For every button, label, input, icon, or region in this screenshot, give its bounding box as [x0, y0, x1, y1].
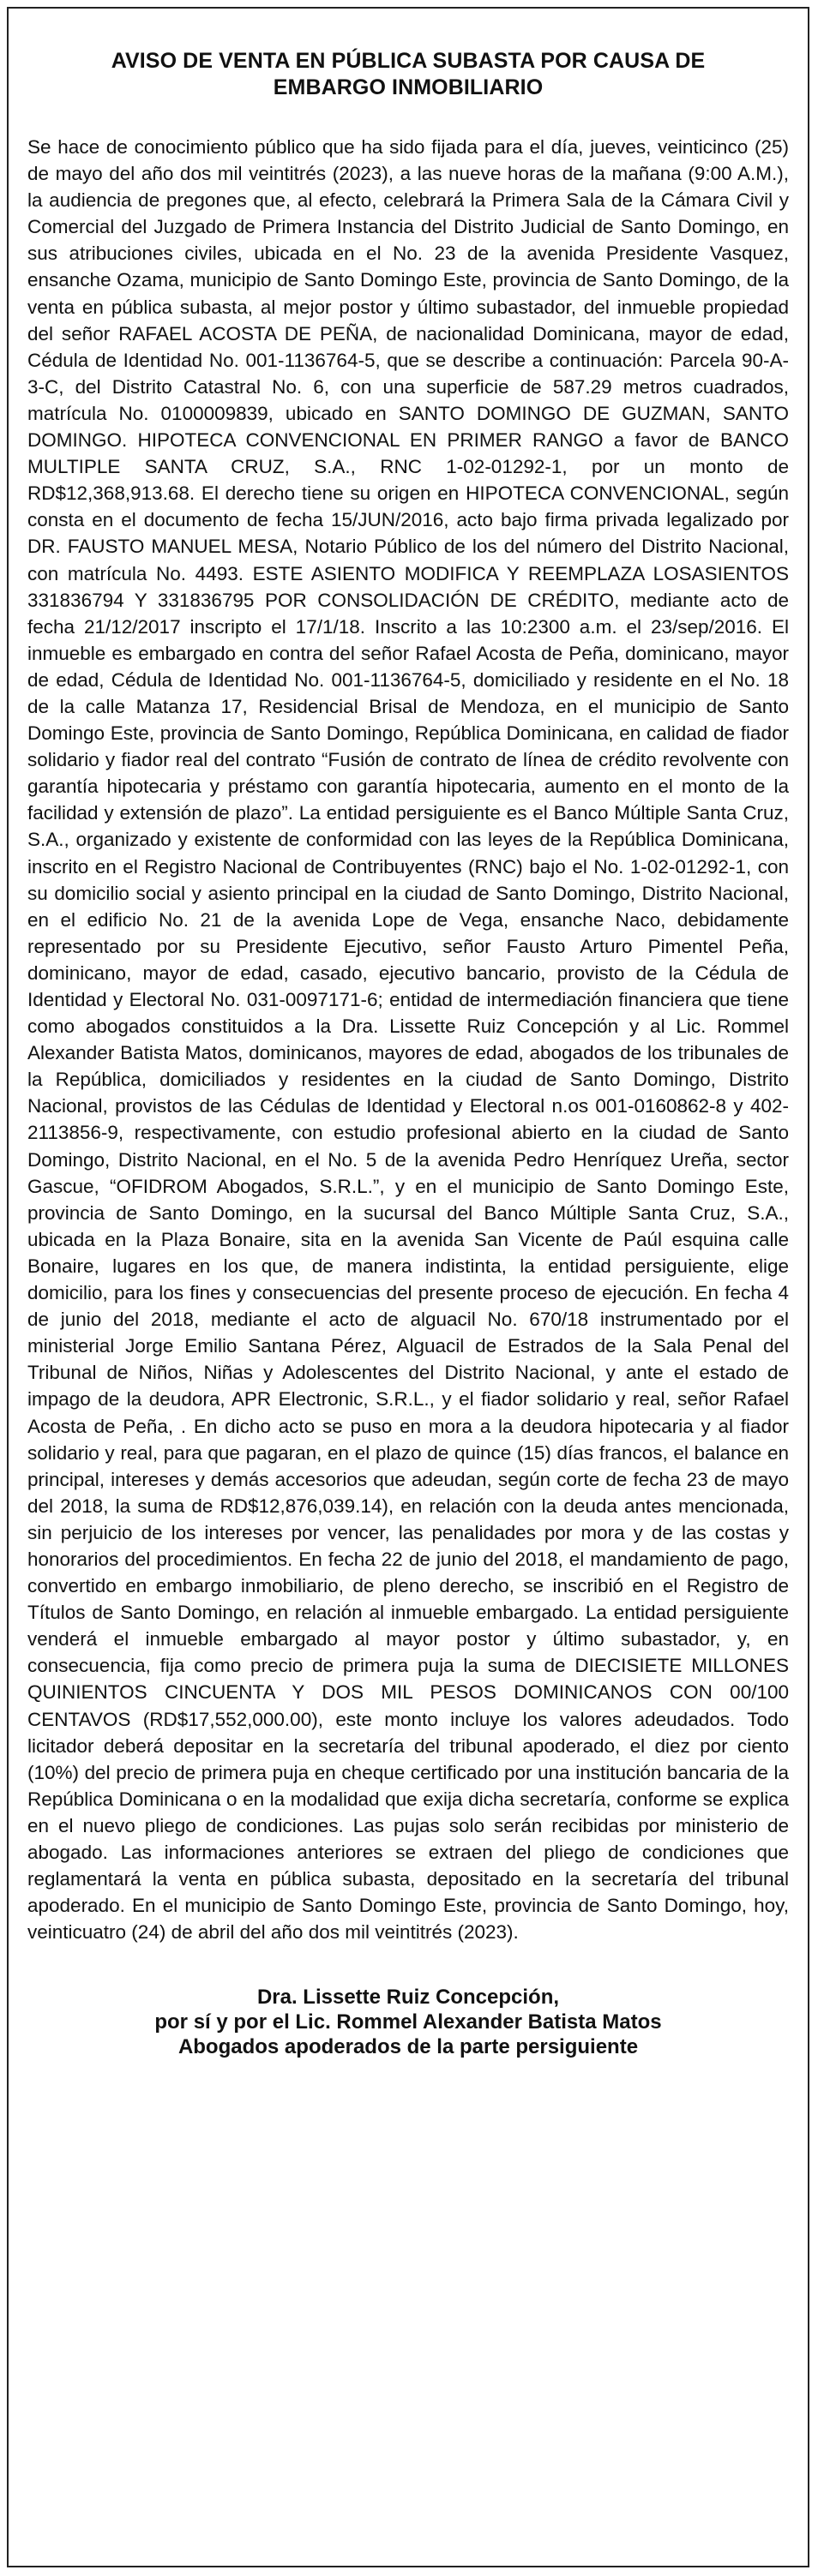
signature-line-2: por sí y por el Lic. Rommel Alexander Batista Matos: [154, 2010, 662, 2034]
legal-notice: [7, 7, 809, 2567]
notice-title-line-1: AVISO DE VENTA EN PÚBLICA SUBASTA POR CAUSA DE: [111, 49, 706, 73]
notice-body: Se hace de conocimiento público que ha sido fijada para el día, jueves, veinticinco (25) de mayo del año dos mil veintitrés (2023), a las nueve horas de la mañana (9:00 A.M.), la audiencia de pregones que, al efecto, celebrará la Primera Sala de la Cámara Civil y Comercial del Juzgado de Primera Instancia del Distrito Judicial de Santo Domingo, en sus atribuciones civiles, ubicada en el No. 23 de la avenida Presidente Vasquez, ensanche Ozama, municipio de Santo Domingo Este, provincia de Santo Domingo, de la venta en pública subasta, al mejor postor y último subastador, del inmueble propiedad del señor RAFAEL ACOSTA DE PEÑA, de nacionalidad Dominicana, mayor de edad, Cédula de Identidad No. 001-1136764-5, que se describe a continuación: Parcela 90-A-3-C, del Distrito Catastral No. 6, con una superficie de 587.29 metros cuadrados, matrícula No. 0100009839, ubicado en SANTO DOMINGO DE GUZMAN, SANTO DOMINGO. HIPOTECA CONVENCIONAL EN PRIMER RANGO a favor de BANCO MULTIPLE SANTA CRUZ, S.A., RNC 1-02-01292-1, por un monto de RD$12,368,913.68. El derecho tiene su origen en HIPOTECA CONVENCIONAL, según consta en el documento de fecha 15/JUN/2016, acto bajo firma privada legalizado por DR. FAUSTO MANUEL MESA, Notario Público de los del número del Distrito Nacional, con matrícula No. 4493. ESTE ASIENTO MODIFICA Y REEMPLAZA LOSASIENTOS 331836794 Y 331836795 POR CONSOLIDACIÓN DE CRÉDITO, mediante acto de fecha 21/12/2017 inscripto el 17/1/18. Inscrito a las 10:2300 a.m. el 23/sep/2016. El inmueble es embargado en contra del señor Rafael Acosta de Peña, dominicano, mayor de edad, Cédula de Identidad No. 001-1136764-5, domiciliado y residente en el No. 18 de la calle Matanza 17, Residencial Brisal de Mendoza, en el municipio de Santo Domingo Este, provincia de Santo Domingo, República Dominicana, en calidad de fiador solidario y fiador real del contrato “Fusión de contrato de línea de crédito revolvente con garantía hipotecaria y préstamo con garantía hipotecaria, aumento en el monto de la facilidad y extensión de plazo”. La entidad persiguiente es el Banco Múltiple Santa Cruz, S.A., organizado y existente de conformidad con las leyes de la República Dominicana, inscrito en el Registro Nacional de Contribuyentes (RNC) bajo el No. 1-02-01292-1, con su domicilio social y asiento principal en la ciudad de Santo Domingo, Distrito Nacional, en el edificio No. 21 de la avenida Lope de Vega, ensanche Naco, debidamente representado por su Presidente Ejecutivo, señor Fausto Arturo Pimentel Peña, dominicano, mayor de edad, casado, ejecutivo bancario, provisto de la Cédula de Identidad y Electoral No. 031-0097171-6; entidad de intermediación financiera que tiene como abogados constituidos a la Dra. Lissette Ruiz Concepción y al Lic. Rommel Alexander Batista Matos, dominicanos, mayores de edad, abogados de los tribunales de la República, domiciliados y residentes en la ciudad de Santo Domingo, Distrito Nacional, provistos de las Cédulas de Identidad y Electoral n.os 001-0160862-8 y 402-2113856-9, respectivamente, con estudio profesional abierto en la ciudad de Santo Domingo, Distrito Nacional, en el No. 5 de la avenida Pedro Henríquez Ureña, sector Gascue, “OFIDROM Abogados, S.R.L.”, y en el municipio de Santo Domingo Este, provincia de Santo Domingo, en la sucursal del Banco Múltiple Santa Cruz, S.A., ubicada en la Plaza Bonaire, sita en la avenida San Vicente de Paúl esquina calle Bonaire, lugares en los que, de manera indistinta, la entidad persiguiente, elige domicilio, para los fines y consecuencias del presente proceso de ejecución. En fecha 4 de junio del 2018, mediante el acto de alguacil No. 670/18 instrumentado por el ministerial Jorge Emilio Santana Pérez, Alguacil de Estrados de la Sala Penal del Tribunal de Niños, Niñas y Adolescentes del Distrito Nacional, y ante el estado de impago de la deudora, APR Electronic, S.R.L., y el fiador solidario y real, señor Rafael Acosta de Peña, . En dicho acto se puso en mora a la deudora hipotecaria y al fiador solidario y real, para que pagaran, en el plazo de quince (15) días francos, el balance en principal, intereses y demás accesorios que adeudan, según corte de fecha 23 de mayo del 2018, la suma de RD$12,876,039.14), en relación con la deuda antes mencionada, sin perjuicio de los intereses por vencer, las penalidades por mora y de las costas y honorarios del procedimientos. En fecha 22 de junio del 2018, el mandamiento de pago, convertido en embargo inmobiliario, de pleno derecho, se inscribió en el Registro de Títulos de Santo Domingo, en relación al inmueble embargado. La entidad persiguiente venderá el inmueble embargado al mayor postor y último subastador, y, en consecuencia, fija como precio de primera puja la suma de DIECISIETE MILLONES QUINIENTOS CINCUENTA Y DOS MIL PESOS DOMINICANOS CON 00/100 CENTAVOS (RD$17,552,000.00), este monto incluye los valores adeudados. Todo licitador deberá depositar en la secretaría del tribunal apoderado, el diez por ciento (10%) del precio de primera puja en cheque certificado por una institución bancaria de la República Dominicana o en la modalidad que exija dicha secretaría, conforme se explica en el nuevo pliego de condiciones. Las pujas solo serán recibidas por ministerio de abogado. Las informaciones anteriores se extraen del pliego de condiciones que reglamentará la venta en pública subasta, depositado en la secretaría del tribunal apoderado. En el municipio de Santo Domingo Este, provincia de Santo Domingo, hoy, veinticuatro (24) de abril del año dos mil veintitrés (2023).: [27, 136, 789, 1944]
signature-block: [27, 1985, 789, 2059]
signature-line-3: Abogados apoderados de la parte persiguiente: [177, 2035, 639, 2059]
signature-line-1: Dra. Lissette Ruiz Concepción,: [256, 1986, 560, 2010]
notice-title: [27, 48, 789, 101]
notice-title-line-2: EMBARGO INMOBILIARIO: [273, 75, 544, 99]
